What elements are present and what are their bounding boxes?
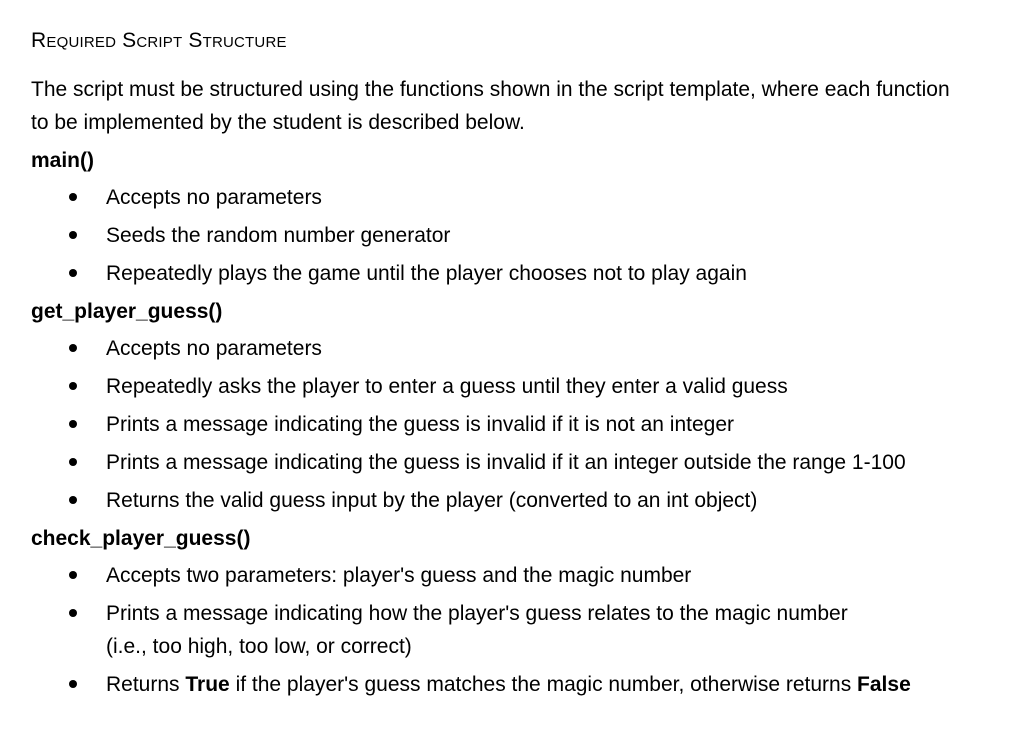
bullet-text: Accepts no parameters — [106, 337, 322, 360]
bullet-icon — [69, 382, 77, 390]
bullet-text-continuation: (i.e., too high, too low, or correct) — [106, 635, 412, 658]
false-keyword: False — [857, 673, 911, 696]
function-bullets-check-player-guess — [31, 559, 1006, 701]
section-heading: Required Script Structure — [31, 29, 287, 52]
list-item — [31, 484, 1006, 517]
true-keyword: True — [185, 673, 230, 696]
bullet-icon — [69, 420, 77, 428]
list-item — [31, 408, 1006, 441]
bullet-icon — [69, 231, 77, 239]
list-item — [31, 257, 1006, 290]
returns-middle: if the player's guess matches the magic number, otherwise returns — [229, 673, 858, 696]
bullet-text: Returns the valid guess input by the player (converted to an int object) — [106, 489, 758, 512]
function-title-main: main() — [31, 149, 94, 172]
list-item — [31, 559, 1006, 592]
bullet-icon — [69, 344, 77, 352]
bullet-icon — [69, 609, 77, 617]
bullet-icon — [69, 458, 77, 466]
bullet-icon — [69, 571, 77, 579]
bullet-text: Seeds the random number generator — [106, 224, 451, 247]
list-item — [31, 597, 1006, 663]
list-item — [31, 446, 1006, 479]
function-bullets-main — [31, 181, 1006, 290]
bullet-text: Accepts no parameters — [106, 186, 322, 209]
function-title-check-player-guess: check_player_guess() — [31, 527, 251, 550]
list-item — [31, 370, 1006, 403]
function-title-get-player-guess: get_player_guess() — [31, 300, 223, 323]
function-bullets-get-player-guess — [31, 332, 1006, 517]
list-item — [31, 181, 1006, 214]
bullet-icon — [69, 269, 77, 277]
bullet-text: Accepts two parameters: player's guess and the magic number — [106, 564, 692, 587]
bullet-text: Repeatedly asks the player to enter a guess until they enter a valid guess — [106, 375, 788, 398]
list-item — [31, 668, 1006, 701]
bullet-text: Repeatedly plays the game until the player chooses not to play again — [106, 262, 747, 285]
bullet-text: Prints a message indicating the guess is invalid if it is not an integer — [106, 413, 735, 436]
intro-paragraph: The script must be structured using the functions shown in the script template, where each function to be implemented by the student is described below. — [31, 78, 950, 134]
bullet-icon — [69, 680, 77, 688]
bullet-icon — [69, 193, 77, 201]
returns-prefix: Returns — [106, 673, 186, 696]
document-page — [31, 26, 1006, 709]
list-item — [31, 219, 1006, 252]
bullet-text: Prints a message indicating how the player's guess relates to the magic number — [106, 602, 848, 625]
bullet-text: Prints a message indicating the guess is invalid if it an integer outside the range 1-100 — [106, 451, 906, 474]
bullet-icon — [69, 496, 77, 504]
list-item — [31, 332, 1006, 365]
